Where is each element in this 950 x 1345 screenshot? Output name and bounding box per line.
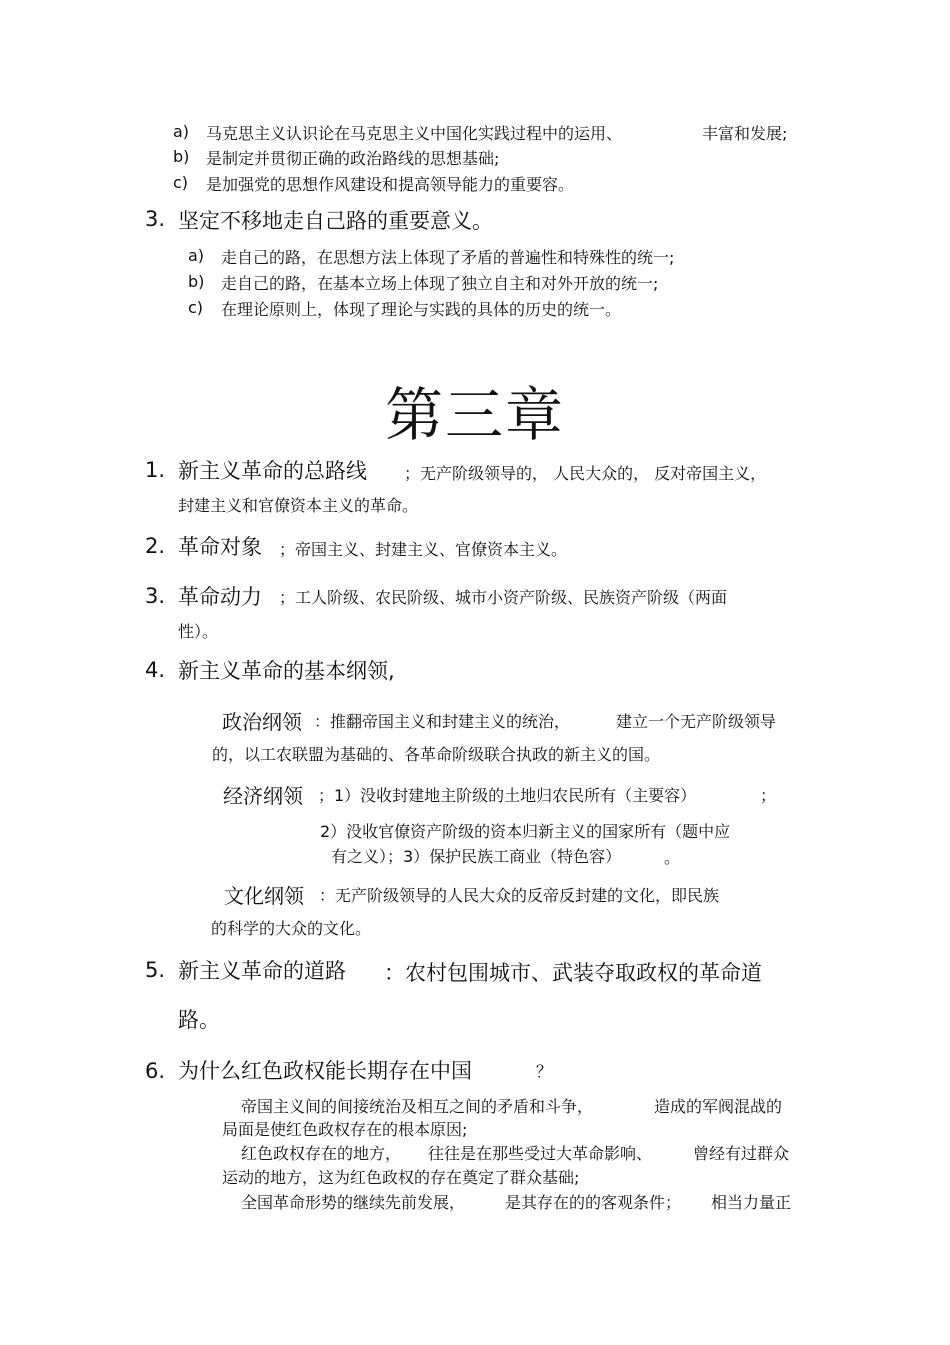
cultural-program-line2: 的科学的大众的文化。 bbox=[211, 919, 372, 938]
paragraph-text: 局面是使红色政权存在的根本原因; bbox=[222, 1120, 468, 1139]
item-heading: 革命动力 bbox=[178, 585, 262, 609]
political-program-text-tail: 建立一个无产阶级领导 bbox=[616, 712, 777, 731]
economic-program-title: 经济纲领 bbox=[223, 784, 303, 808]
item-heading: 新主义革命的道路 bbox=[178, 959, 346, 983]
paragraph-text: 是其存在的的客观条件； bbox=[505, 1193, 682, 1212]
list-marker: c) bbox=[173, 173, 189, 192]
paragraph-text: 曾经有过群众 bbox=[693, 1144, 790, 1163]
political-program-title: 政治纲领 bbox=[222, 710, 302, 734]
economic-program-semicolon: ； bbox=[760, 786, 777, 805]
item-number: 1. bbox=[145, 458, 166, 482]
list-item-text: 是制定并贯彻正确的政治路线的思想基础; bbox=[206, 149, 500, 168]
economic-program-line2: 2）没收官僚资产阶级的资本归新主义的国家所有（题中应 bbox=[320, 822, 731, 841]
item-text: ；帝国主义、封建主义、官僚资本主义。 bbox=[279, 540, 568, 559]
economic-program-line3: 有之义）；3）保护民族工商业（特色容） bbox=[331, 847, 622, 866]
paragraph-text: 造成的军阀混战的 bbox=[654, 1097, 783, 1116]
item-text: ；工人阶级、农民阶级、城市小资产阶级、民族资产阶级（两面 bbox=[279, 588, 728, 607]
list-marker: b) bbox=[173, 147, 190, 166]
list-item-text: 马克思主义认识论在马克思主义中国化实践过程中的运用、 bbox=[206, 124, 623, 143]
economic-program-end: 。 bbox=[664, 848, 681, 867]
chapter-title: 第三章 bbox=[384, 381, 565, 449]
section-heading: 坚定不移地走自己路的重要意义。 bbox=[178, 209, 493, 233]
list-item-text: 走自己的路，在基本立场上体现了独立自主和对外开放的统一; bbox=[221, 274, 659, 293]
political-program-text: ：推翻帝国主义和封建主义的统治， bbox=[314, 712, 571, 731]
item-text: ：农村包围城市、武装夺取政权的革命道 bbox=[384, 961, 762, 985]
item-text-line2: 路。 bbox=[178, 1008, 220, 1032]
item-heading: 为什么红色政权能长期存在中国 bbox=[178, 1059, 472, 1083]
item-text: ；无产阶级领导的， 人民大众的， 反对帝国主义， bbox=[404, 464, 767, 483]
political-program-line2: 的，以工农联盟为基础的、各革命阶级联合执政的新主义的国。 bbox=[212, 745, 661, 764]
list-marker: c) bbox=[188, 298, 204, 317]
item-number: 5. bbox=[145, 958, 166, 982]
item-heading: 新主义革命的基本纲领, bbox=[178, 659, 395, 683]
paragraph-text: 运动的地方，这为红色政权的存在奠定了群众基础; bbox=[222, 1168, 580, 1187]
cultural-program-title: 文化纲领 bbox=[224, 884, 304, 908]
list-marker: a) bbox=[173, 122, 190, 141]
list-marker: b) bbox=[188, 272, 205, 291]
paragraph-text: 帝国主义间的间接统治及相互之间的矛盾和斗争， bbox=[241, 1097, 594, 1116]
list-item-text-tail: 丰富和发展; bbox=[702, 124, 788, 143]
paragraph-text: 往往是在那些受过大革命影响、 bbox=[428, 1144, 653, 1163]
list-item-text: 是加强党的思想作风建设和提高领导能力的重要容。 bbox=[206, 175, 575, 194]
section-number: 3. bbox=[145, 207, 166, 231]
cultural-program-text: ：无产阶级领导的人民大众的反帝反封建的文化，即民族 bbox=[319, 886, 720, 905]
item-heading: 新主义革命的总路线 bbox=[178, 459, 367, 483]
list-item-text: 走自己的路，在思想方法上体现了矛盾的普遍性和特殊性的统一; bbox=[221, 248, 675, 267]
list-item-text: 在理论原则上，体现了理论与实践的具体的历史的统一。 bbox=[221, 300, 622, 319]
list-marker: a) bbox=[188, 246, 205, 265]
paragraph-text: 相当力量正 bbox=[711, 1193, 792, 1212]
item-number: 2. bbox=[145, 534, 166, 558]
item-number: 4. bbox=[145, 658, 166, 682]
item-text-line2: 封建主义和官僚资本主义的革命。 bbox=[178, 496, 419, 515]
item-number: 6. bbox=[145, 1059, 166, 1083]
question-mark: ？ bbox=[536, 1062, 553, 1081]
item-text-line2: 性）。 bbox=[178, 622, 219, 641]
paragraph-text: 全国革命形势的继续先前发展， bbox=[241, 1193, 466, 1212]
economic-program-text: ；1）没收封建地主阶级的土地归农民所有（主要容） bbox=[318, 786, 697, 805]
item-number: 3. bbox=[145, 584, 166, 608]
item-heading: 革命对象 bbox=[178, 535, 262, 559]
paragraph-text: 红色政权存在的地方， bbox=[241, 1144, 402, 1163]
